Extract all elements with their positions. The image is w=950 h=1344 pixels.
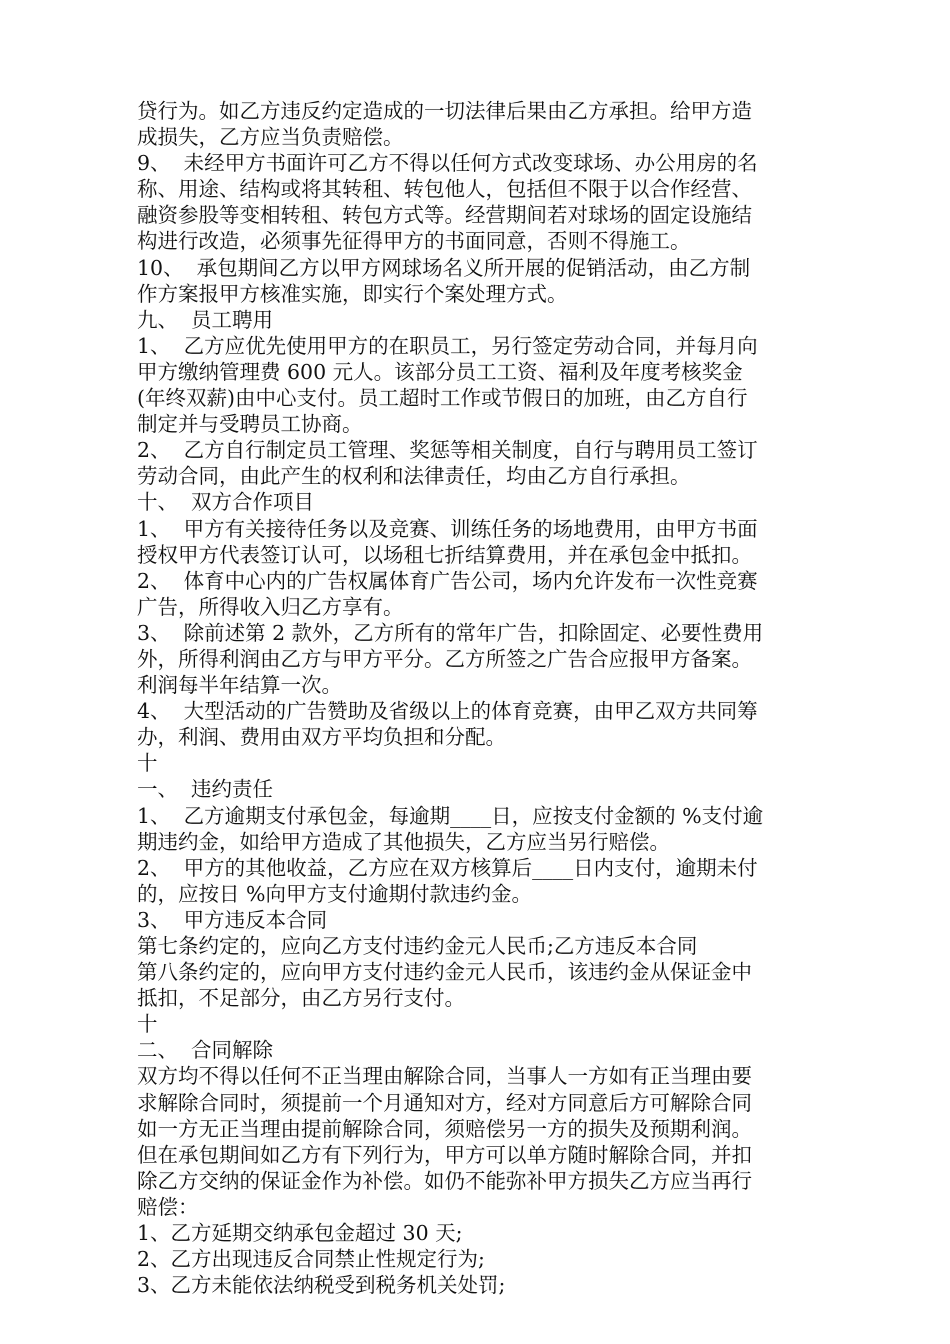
document-body [137,98,817,1298]
text-line: 3、 甲方违反本合同 [137,907,328,932]
text-line: 一、 违约责任 [137,777,274,802]
text-line: 除乙方交纳的保证金作为补偿。如仍不能弥补甲方损失乙方应当再行 [137,1168,752,1193]
text-line: 2、 乙方自行制定员工管理、奖惩等相关制度，自行与聘用员工签订 [137,438,758,463]
text-line: 1、乙方延期交纳承包金超过 30 天; [137,1221,463,1246]
text-line: 但在承包期间如乙方有下列行为，甲方可以单方随时解除合同，并扣 [137,1142,752,1167]
text-line: 9、 未经甲方书面许可乙方不得以任何方式改变球场、办公用房的名 [137,151,758,176]
text-line: 3、 除前述第 2 款外，乙方所有的常年广告，扣除固定、必要性费用 [137,620,764,645]
text-line: 二、 合同解除 [137,1038,274,1063]
text-line: 劳动合同，由此产生的权利和法律责任，均由乙方自行承担。 [137,464,691,489]
text-line: 十、 双方合作项目 [137,490,315,515]
text-line: 的，应按日 %向甲方支付逾期付款违约金。 [137,881,532,906]
text-line: 利润每半年结算一次。 [137,673,342,698]
text-line: 1、 乙方应优先使用甲方的在职员工，另行签定劳动合同，并每月向 [137,333,758,358]
text-line: 授权甲方代表签订认可，以场租七折结算费用，并在承包金中抵扣。 [137,542,752,567]
text-line: 广告，所得收入归乙方享有。 [137,594,404,619]
text-line: 4、 大型活动的广告赞助及省级以上的体育竞赛，由甲乙双方共同筹 [137,699,758,724]
text-line: 构进行改造，必须事先征得甲方的书面同意，否则不得施工。 [137,229,691,254]
text-line: 作方案报甲方核准实施，即实行个案处理方式。 [137,281,568,306]
text-line: 称、用途、结构或将其转租、转包他人，包括但不限于以合作经营、 [137,177,752,202]
text-line: 第八条约定的，应向甲方支付违约金元人民币，该违约金从保证金中 [137,960,752,985]
text-line: 抵扣，不足部分，由乙方另行支付。 [137,986,465,1011]
text-line: 办，利润、费用由双方平均负担和分配。 [137,725,506,750]
text-line: 制定并与受聘员工协商。 [137,412,363,437]
text-line: 期违约金，如给甲方造成了其他损失，乙方应当另行赔偿。 [137,829,670,854]
text-line: 1、 乙方逾期支付承包金，每逾期____日，应按支付金额的 %支付逾 [137,803,764,828]
text-line: 第七条约定的，应向乙方支付违约金元人民币;乙方违反本合同 [137,934,698,958]
text-line: 成损失，乙方应当负责赔偿。 [137,125,404,150]
text-line: 九、 员工聘用 [137,307,274,332]
text-line: 十 [137,751,158,776]
text-line: 十 [137,1012,158,1037]
text-line: (年终双薪)由中心支付。员工超时工作或节假日的加班，由乙方自行 [137,386,748,411]
text-line: 3、乙方未能依法纳税受到税务机关处罚; [137,1273,506,1298]
text-line: 甲方缴纳管理费 600 元人。该部分员工工资、福利及年度考核奖金 [137,359,743,384]
text-line: 外，所得利润由乙方与甲方平分。乙方所签之广告合应报甲方备案。 [137,646,752,671]
text-line: 1、 甲方有关接待任务以及竞赛、训练任务的场地费用，由甲方书面 [137,516,758,541]
text-line: 贷行为。如乙方违反约定造成的一切法律后果由乙方承担。给甲方造 [137,99,752,123]
text-line: 2、乙方出现违反合同禁止性规定行为; [137,1247,485,1272]
text-line: 求解除合同时，须提前一个月通知对方，经对方同意后方可解除合同 [137,1090,752,1115]
text-line: 双方均不得以任何不正当理由解除合同，当事人一方如有正当理由要 [137,1064,752,1089]
text-line: 10、 承包期间乙方以甲方网球场名义所开展的促销活动，由乙方制 [137,255,751,280]
text-line: 融资参股等变相转租、转包方式等。经营期间若对球场的固定设施结 [137,203,752,228]
text-line: 2、 甲方的其他收益，乙方应在双方核算后____日内支付，逾期未付 [137,855,758,880]
text-line: 赔偿： [137,1194,199,1219]
text-line: 如一方无正当理由提前解除合同，须赔偿另一方的损失及预期利润。 [137,1116,752,1141]
text-line: 2、 体育中心内的广告权属体育广告公司，场内允许发布一次性竞赛 [137,568,758,593]
